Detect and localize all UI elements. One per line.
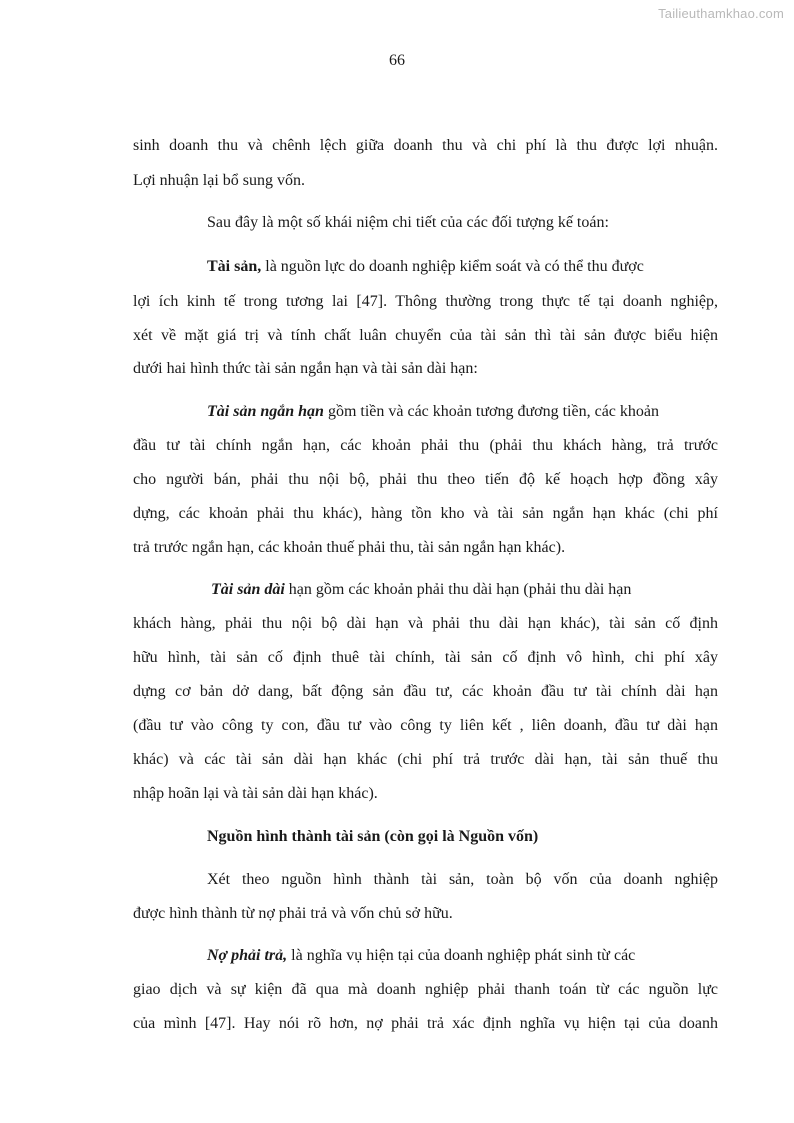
paragraph-line: trả trước ngắn hạn, các khoản thuế phải thu, tài sản ngắn hạn khác). [133,539,566,556]
paragraph-line: được hình thành từ nợ phải trả và vốn chủ sở hữu. [133,905,453,922]
page-number: 66 [389,52,405,69]
paragraph-line: (đầu tư vào công ty con, đầu tư vào công ty liên kết , liên doanh, đầu tư dài hạn [133,717,718,734]
paragraph-text: là nguồn lực do doanh nghiệp kiểm soát và có thể thu được [261,258,644,275]
paragraph-line: dựng, các khoản phải thu khác), hàng tồn kho và tài sản ngắn hạn khác (chi phí [133,505,718,522]
paragraph-text: gồm tiền và các khoản tương đương tiền, các khoản [323,403,659,420]
term-tai-san: Tài sản, [207,258,262,275]
paragraph-line: đầu tư tài chính ngắn hạn, các khoản phải thu (phải thu khách hàng, trả trước [133,437,718,454]
paragraph-first-line [211,580,631,600]
section-heading: Nguồn hình thành tài sản (còn gọi là Nguồn vốn) [207,828,539,845]
paragraph-line: sinh doanh thu và chênh lệch giữa doanh thu và chi phí là thu được lợi nhuận. [133,137,718,154]
paragraph-line: Sau đây là một số khái niệm chi tiết của các đối tượng kế toán: [207,214,609,231]
paragraph-first-line [207,257,644,277]
paragraph-first-line [207,946,635,966]
paragraph-line: dựng cơ bản dở dang, bất động sản đầu tư, các khoản đầu tư tài chính dài hạn [133,683,718,700]
term-tai-san-dai-han: Tài sản dài [211,581,285,598]
watermark: Tailieuthamkhao.com [658,6,784,21]
paragraph-line: khác) và các tài sản dài hạn khác (chi phí trả trước dài hạn, tài sản thuế thu [133,751,718,768]
paragraph-line: khách hàng, phải thu nội bộ dài hạn và phải thu dài hạn khác), tài sản cố định [133,615,718,632]
paragraph-line: Xét theo nguồn hình thành tài sản, toàn bộ vốn của doanh nghiệp [207,871,718,888]
paragraph-line: xét về mặt giá trị và tính chất luân chuyển của tài sản thì tài sản được biểu hiện [133,327,718,344]
paragraph-line: hữu hình, tài sản cố định thuê tài chính, tài sản cố định vô hình, chi phí xây [133,649,718,666]
paragraph-line: của mình [47]. Hay nói rõ hơn, nợ phải trả xác định nghĩa vụ hiện tại của doanh [133,1015,718,1032]
paragraph-line: cho người bán, phải thu nội bộ, phải thu theo tiến độ kế hoạch hợp đồng xây [133,471,718,488]
paragraph-line: giao dịch và sự kiện đã qua mà doanh nghiệp phải thanh toán từ các nguồn lực [133,981,718,998]
paragraph-text: hạn gồm các khoản phải thu dài hạn (phải thu dài hạn [284,581,632,598]
paragraph-line: Lợi nhuận lại bổ sung vốn. [133,172,305,189]
term-no-phai-tra: Nợ phải trả, [207,947,288,964]
paragraph-line: dưới hai hình thức tài sản ngắn hạn và tài sản dài hạn: [133,360,478,377]
paragraph-first-line [207,402,659,422]
term-tai-san-ngan-han: Tài sản ngắn hạn [207,403,324,420]
paragraph-line: lợi ích kinh tế trong tương lai [47]. Thông thường trong thực tế tại doanh nghiệp, [133,293,718,310]
paragraph-line: nhập hoãn lại và tài sản dài hạn khác). [133,785,378,802]
paragraph-text: là nghĩa vụ hiện tại của doanh nghiệp phát sinh từ các [287,947,636,964]
